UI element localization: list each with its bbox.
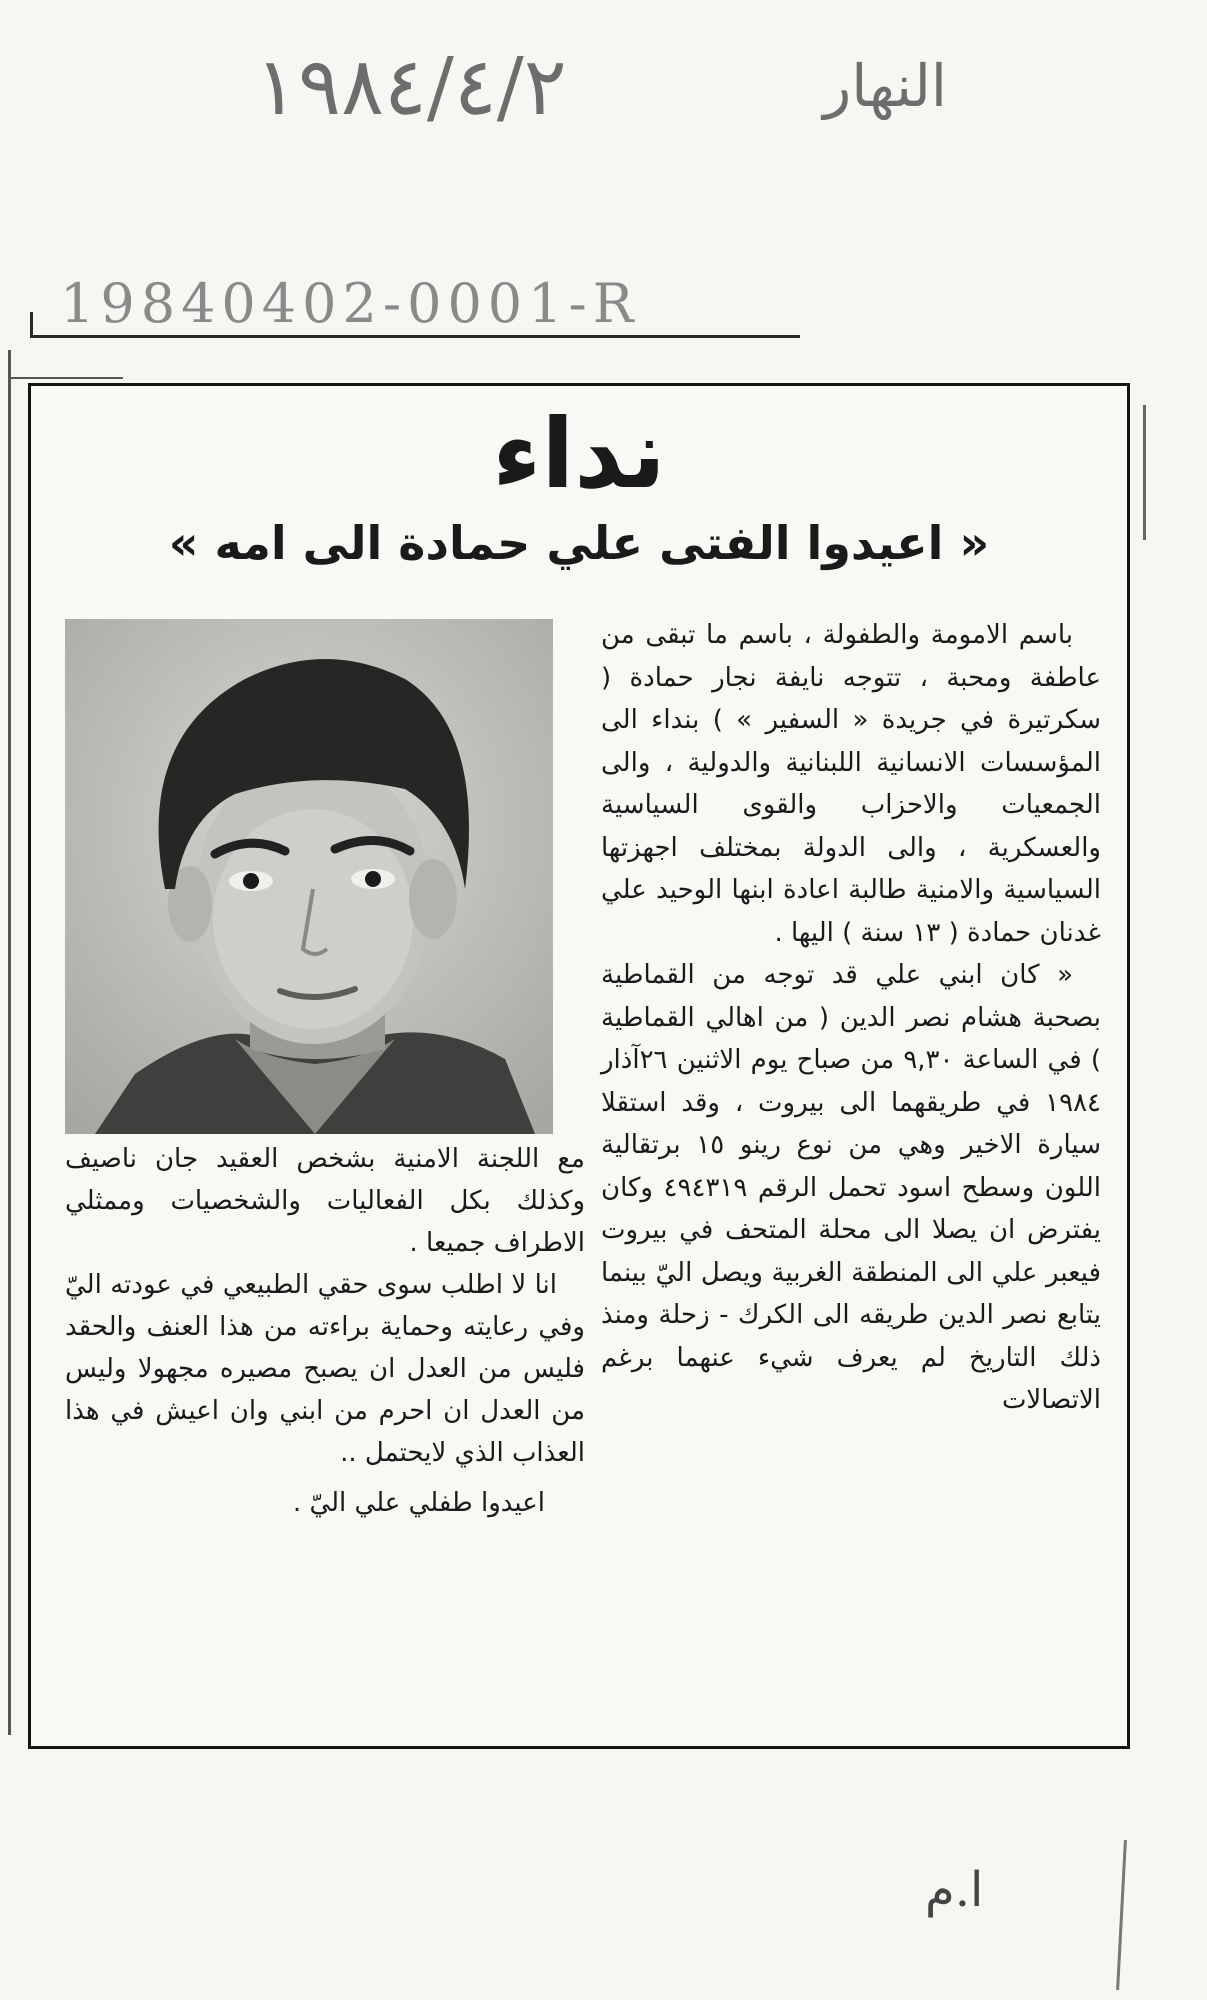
handwritten-initials: ا.م [925,1862,984,1918]
paragraph: باسم الامومة والطفولة ، باسم ما تبقى من عاطفة ومحبة ، تتوجه نايفة نجار حمادة ( سكرتيرة في جريدة « السفير » ) بنداء الى المؤسسات الانسانية اللبنانية والدولية ، والى الجمعيات والاحزاب والقوى السياسية والعسكرية ، والى الدولة بمختلف اجهزتها السياسية والامنية طالبة اعادة ابنها الوحيد علي غدنان حمادة ( ١٣ سنة ) اليها . [601,620,1101,948]
boy-portrait-photo [65,619,553,1134]
newspaper-clipping [28,383,1130,1749]
subheadline: « اعيدوا الفتى علي حمادة الى امه » [168,516,990,570]
article-right-column [601,614,1101,1422]
paragraph: « كان ابني علي قد توجه من القماطية بصحبة هشام نصر الدين ( من اهالي القماطية ) في الساعة ٩,٣٠ من صباح يوم الاثنين ٢٦آذار ١٩٨٤ في طريقهما الى بيروت ، وقد استقلا سيارة الاخير وهي من نوع رينو ١٥ برتقالية اللون وسطح اسود تحمل الرقم ٤٩٤٣١٩ وكان يفترض ان يصلا الى محلة المتحف في بيروت فيعبر علي الى المنطقة الغربية ويصل اليّ بينما يتابع نصر الدين طريقه الى الكرك - زحلة ومنذ ذلك التاريخ لم يعرف شيء عنهما برغم الاتصالات [601,960,1101,1415]
left-edge-line [8,350,11,1735]
bottom-edge-mark [1116,1840,1127,1990]
handwritten-date: ١٩٨٤/٤/٢ [255,40,567,133]
top-rule-tick [30,312,33,338]
top-rule [30,335,800,338]
left-edge-tick [8,377,123,379]
article-left-column [65,1138,585,1524]
handwritten-source: النهار [823,52,947,120]
closing-line: اعيدوا طفلي علي اليّ . [292,1488,545,1518]
headline: نداء [492,398,666,510]
archive-code: 19840402-0001-R [60,272,640,335]
paragraph: مع اللجنة الامنية بشخص العقيد جان ناصيف وكذلك بكل الفعاليات والشخصيات وممثلي الاطراف جميعا . [65,1144,585,1258]
paragraph: انا لا اطلب سوى حقي الطبيعي في عودته اليّ وفي رعايته وحماية براءته من هذا العنف والحقد فليس من العدل ان يصبح مصيره مجهولا وليس من العدل ان احرم من ابني وان اعيش في هذا العذاب الذي لايحتمل .. [65,1270,585,1468]
right-edge-mark [1143,405,1146,540]
portrait-illustration [65,619,553,1134]
